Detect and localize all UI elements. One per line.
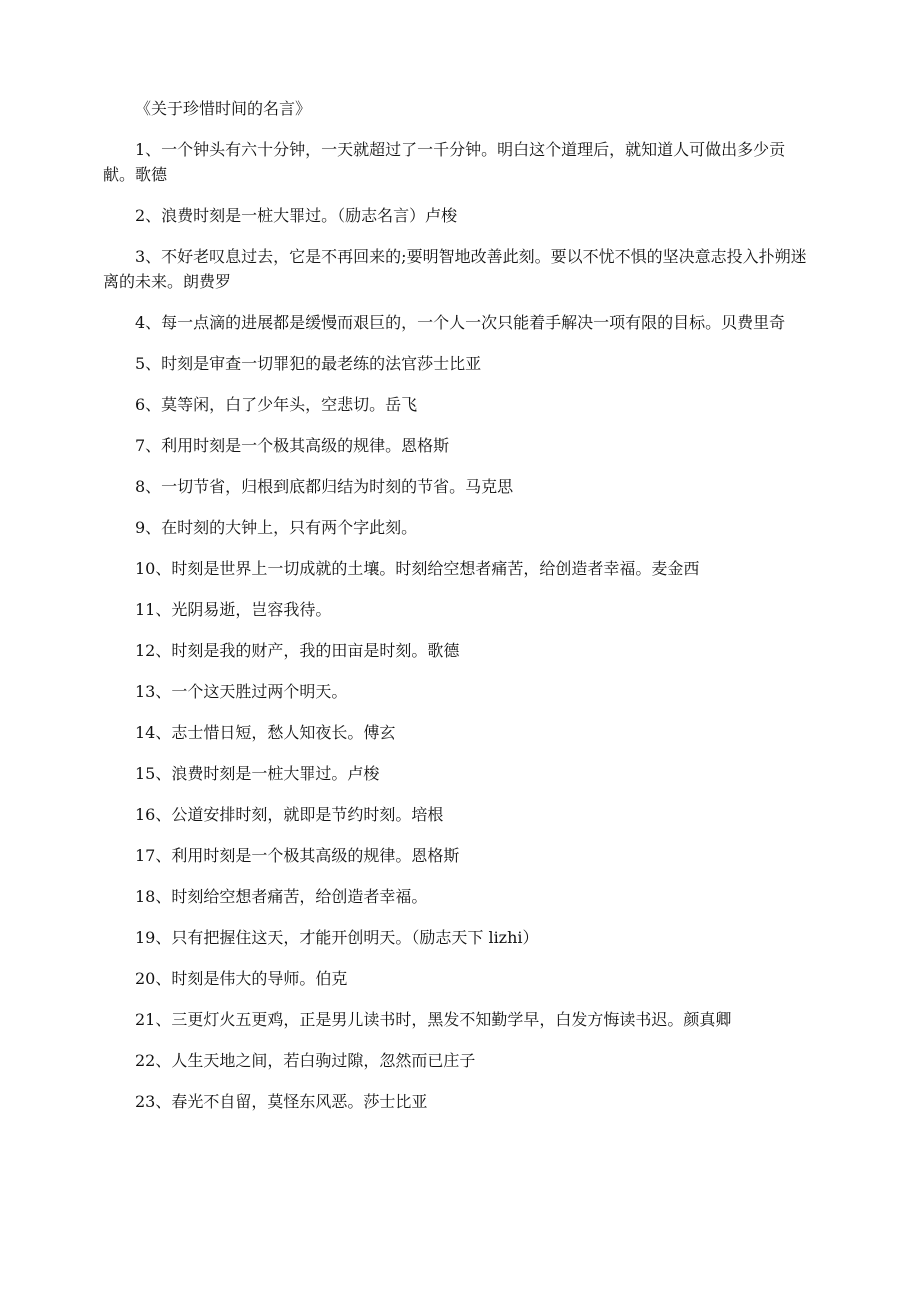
quote-item: 6、莫等闲，白了少年头，空悲切。岳飞 <box>135 395 418 414</box>
quote-item: 19、只有把握住这天，才能开创明天。（励志天下 lizhi） <box>135 928 539 947</box>
quote-item: 11、光阴易逝，岂容我待。 <box>135 600 332 619</box>
document-title: 《关于珍惜时间的名言》 <box>135 99 312 118</box>
quote-item: 21、三更灯火五更鸡，正是男儿读书时，黑发不知勤学早，白发方悔读书迟。颜真卿 <box>135 1010 732 1029</box>
quote-item: 3、不好老叹息过去，它是不再回来的;要明智地改善此刻。要以不忧不惧的坚决意志投入扑朔迷离的未来。朗费罗 <box>103 247 807 291</box>
quote-item: 2、浪费时刻是一桩大罪过。（励志名言）卢梭 <box>135 206 458 225</box>
quote-item: 4、每一点滴的进展都是缓慢而艰巨的，一个人一次只能着手解决一项有限的目标。贝费里奇 <box>135 313 786 332</box>
quote-item: 15、浪费时刻是一桩大罪过。卢梭 <box>135 764 380 783</box>
quote-item: 1、一个钟头有六十分钟，一天就超过了一千分钟。明白这个道理后，就知道人可做出多少贡献。歌德 <box>103 140 786 184</box>
quote-item: 22、人生天地之间，若白驹过隙，忽然而已庄子 <box>135 1051 476 1070</box>
quote-item: 17、利用时刻是一个极其高级的规律。恩格斯 <box>135 846 460 865</box>
quote-item: 20、时刻是伟大的导师。伯克 <box>135 969 348 988</box>
quote-item: 9、在时刻的大钟上，只有两个字此刻。 <box>135 518 418 537</box>
quote-item: 10、时刻是世界上一切成就的土壤。时刻给空想者痛苦，给创造者幸福。麦金西 <box>135 559 700 578</box>
quote-item: 16、公道安排时刻，就即是节约时刻。培根 <box>135 805 444 824</box>
document-body <box>103 96 815 1130</box>
quote-item: 7、利用时刻是一个极其高级的规律。恩格斯 <box>135 436 450 455</box>
quote-item: 13、一个这天胜过两个明天。 <box>135 682 348 701</box>
quote-item: 8、一切节省，归根到底都归结为时刻的节省。马克思 <box>135 477 514 496</box>
quote-item: 14、志士惜日短，愁人知夜长。傅玄 <box>135 723 396 742</box>
quote-item: 12、时刻是我的财产，我的田亩是时刻。歌德 <box>135 641 460 660</box>
quote-item: 23、春光不自留，莫怪东风恶。莎士比亚 <box>135 1092 428 1111</box>
quote-item: 5、时刻是审查一切罪犯的最老练的法官莎士比亚 <box>135 354 482 373</box>
quote-item: 18、时刻给空想者痛苦，给创造者幸福。 <box>135 887 428 906</box>
